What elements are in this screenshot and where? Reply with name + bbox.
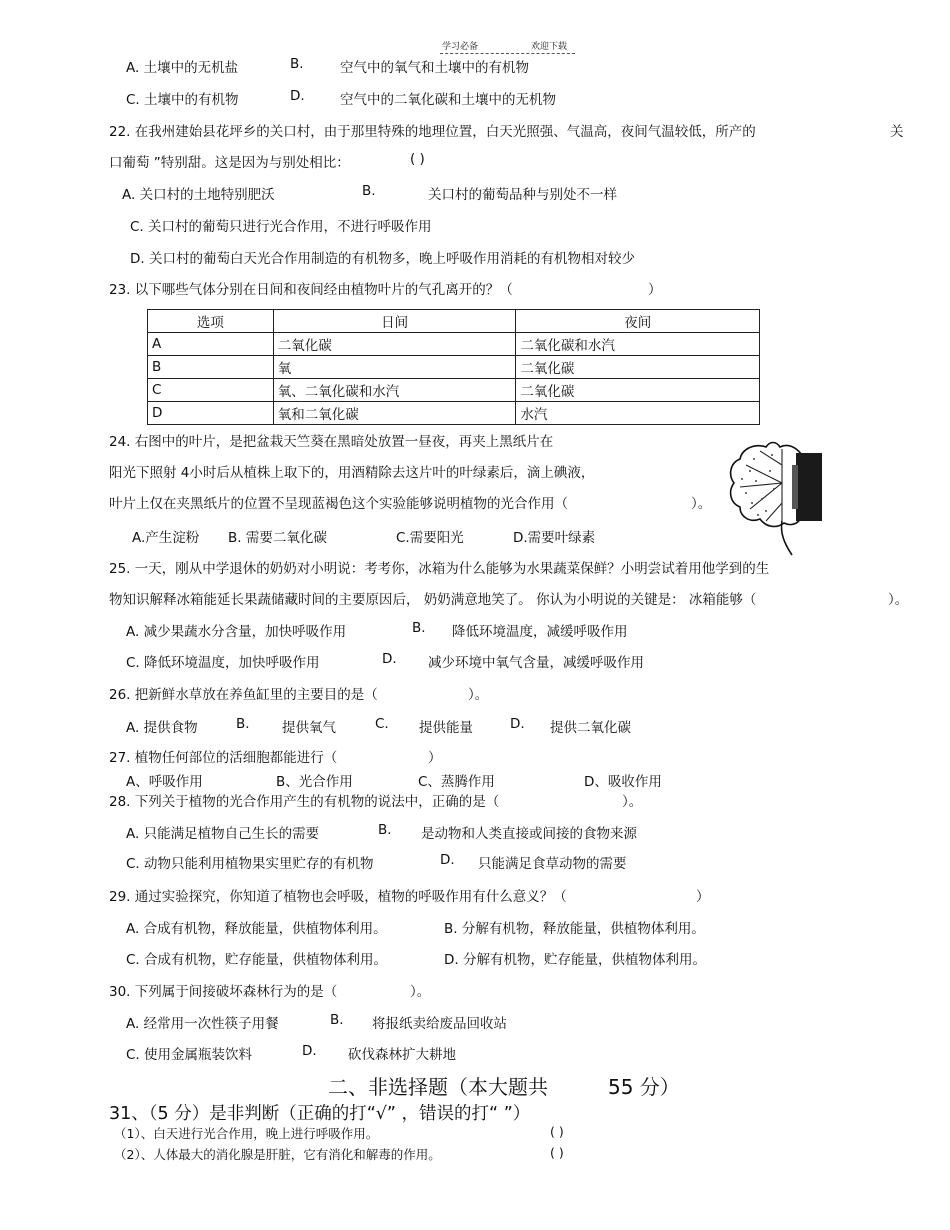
table-header-cell: 日间 — [273, 310, 516, 333]
leaf-illustration — [726, 425, 830, 561]
q25-option-b: 降低环境温度，减缓呼吸作用 — [452, 624, 628, 640]
q31-item-2: （2）、人体最大的消化腺是肝脏，它有消化和解毒的作用。 — [114, 1147, 441, 1162]
table-cell: 氧、二氧化碳和水汽 — [273, 379, 516, 402]
q21-option-a: A. 土壤中的无机盐 — [126, 60, 239, 76]
q28-option-b-letter: B. — [378, 822, 392, 838]
table-cell: 水汽 — [516, 402, 760, 425]
q29-stem-close: ） — [696, 889, 710, 905]
q30-option-d-letter: D. — [302, 1043, 317, 1059]
table-cell: 氧 — [273, 356, 516, 379]
table-row — [148, 379, 760, 402]
q29-option-b: B. 分解有机物，释放能量，供植物体利用。 — [444, 921, 705, 937]
q25-option-a: A. 减少果蔬水分含量，加快呼吸作用 — [126, 624, 347, 640]
table-cell: 二氧化碳和水汽 — [516, 333, 760, 356]
q25-stem-line2: 物知识解释冰箱能延长果蔬储藏时间的主要原因后， 奶奶满意地笑了。 你认为小明说的关键是： 冰箱能够（ — [109, 592, 757, 608]
q26-stem-close: ）。 — [468, 687, 489, 703]
table-header-cell: 选项 — [148, 310, 274, 333]
q30-option-c: C. 使用金属瓶装饮料 — [126, 1047, 253, 1063]
q24-stem-line1: 24. 右图中的叶片，是把盆栽天竺葵在黑暗处放置一昼夜，再夹上黑纸片在 — [109, 434, 554, 450]
q24-stem-line3: 叶片上仅在夹黑纸片的位置不呈现蓝褐色这个实验能够说明植物的光合作用（ — [109, 496, 568, 512]
table-row — [148, 356, 760, 379]
q27-option-d: D、吸收作用 — [584, 774, 662, 790]
q27-stem-close: ） — [428, 750, 442, 766]
q27-stem: 27. 植物任何部位的活细胞都能进行（ — [109, 750, 338, 766]
q24-option-a: A.产生淀粉 — [132, 530, 200, 546]
q28-option-d: 只能满足食草动物的需要 — [478, 856, 627, 872]
q30-stem-close: ）。 — [410, 984, 431, 1000]
q23-stem-close: ） — [648, 282, 662, 298]
q25-stem-line2-end: ）。 — [888, 592, 909, 608]
q22-option-b-letter: B. — [362, 183, 376, 199]
q27-option-a: A、呼吸作用 — [126, 774, 203, 790]
header-right: 欢迎下载 — [531, 42, 568, 52]
table-cell: 氧和二氧化碳 — [273, 402, 516, 425]
q26-option-d-letter: D. — [510, 716, 525, 732]
table-cell: 二氧化碳 — [516, 356, 760, 379]
table-row — [148, 333, 760, 356]
q23-stem: 23. 以下哪些气体分别在日间和夜间经由植物叶片的气孔离开的？（ — [109, 282, 513, 298]
table-cell: 二氧化碳 — [273, 333, 516, 356]
table-cell: D — [148, 402, 274, 425]
q26-option-b-letter: B. — [236, 716, 250, 732]
q22-option-b: 关口村的葡萄品种与别处不一样 — [428, 187, 617, 203]
header-divider — [440, 53, 575, 54]
q28-option-a: A. 只能满足植物自己生长的需要 — [126, 826, 320, 842]
q26-option-a: A. 提供食物 — [126, 720, 198, 736]
q25-option-b-letter: B. — [412, 620, 426, 636]
q26-stem: 26. 把新鲜水草放在养鱼缸里的主要目的是（ — [109, 687, 378, 703]
table-header-cell: 夜间 — [516, 310, 760, 333]
q21-option-b: 空气中的氧气和土壤中的有机物 — [340, 60, 529, 76]
q28-stem: 28. 下列关于植物的光合作用产生的有机物的说法中，正确的是（ — [109, 794, 500, 810]
q25-option-c: C. 降低环境温度，加快呼吸作用 — [126, 655, 320, 671]
q21-option-d-letter: D. — [290, 88, 305, 104]
q31-item-2-blank: ( ) — [550, 1145, 564, 1160]
q28-option-d-letter: D. — [440, 852, 455, 868]
q22-option-d: D. 关口村的葡萄白天光合作用制造的有机物多，晚上呼吸作用消耗的有机物相对较少 — [130, 251, 635, 267]
q29-option-a: A. 合成有机物，释放能量，供植物体利用。 — [126, 921, 387, 937]
q24-option-d: D.需要叶绿素 — [513, 530, 596, 546]
q31-item-1: （1）、白天进行光合作用，晚上进行呼吸作用。 — [114, 1126, 379, 1141]
q27-option-c: C、蒸腾作用 — [418, 774, 495, 790]
table-cell: B — [148, 356, 274, 379]
table-cell: C — [148, 379, 274, 402]
section-title: 二、非选择题（本大题共 — [328, 1075, 548, 1099]
q26-option-c-letter: C. — [375, 716, 389, 732]
q30-stem: 30. 下列属于间接破坏森林行为的是（ — [109, 984, 338, 1000]
table-header-row — [148, 310, 760, 333]
q26-option-d: 提供二氧化碳 — [550, 720, 631, 736]
q26-option-b: 提供氧气 — [282, 720, 336, 736]
q24-stem-line2: 阳光下照射 4小时后从植株上取下的，用酒精除去这片叶的叶绿素后，滴上碘液， — [109, 465, 595, 481]
q28-stem-close: ）。 — [622, 794, 643, 810]
q30-option-b-letter: B. — [330, 1012, 344, 1028]
q28-option-b: 是动物和人类直接或间接的食物来源 — [421, 826, 637, 842]
q22-stem-line2: 口葡萄 ”特别甜。这是因为与别处相比： — [109, 155, 350, 171]
q24-option-b: B. 需要二氧化碳 — [228, 530, 327, 546]
q30-option-a: A. 经常用一次性筷子用餐 — [126, 1016, 279, 1032]
q25-stem-line1: 25. 一天，刚从中学退休的奶奶对小明说：考考你，冰箱为什么能够为水果蔬菜保鲜？小明尝试着用他学到的生 — [109, 561, 770, 577]
q29-option-d: D. 分解有机物，贮存能量，供植物体利用。 — [444, 952, 706, 968]
q30-option-d: 砍伐森林扩大耕地 — [348, 1047, 456, 1063]
q29-option-c: C. 合成有机物，贮存能量，供植物体利用。 — [126, 952, 388, 968]
q30-option-b: 将报纸卖给废品回收站 — [372, 1016, 507, 1032]
q21-option-c: C. 土壤中的有机物 — [126, 92, 239, 108]
q25-option-d-letter: D. — [382, 651, 397, 667]
section-score: 55 分） — [608, 1075, 680, 1099]
q31-title: 31、（5 分）是非判断（正确的打“√” ，错误的打“ ”） — [109, 1104, 531, 1124]
q31-item-1-blank: ( ) — [550, 1124, 564, 1139]
q22-stem-end: 关 — [890, 124, 904, 140]
q25-option-d: 减少环境中氧气含量，减缓呼吸作用 — [428, 655, 644, 671]
q21-option-b-letter: B. — [290, 56, 304, 72]
table-cell: A — [148, 333, 274, 356]
q22-option-a: A. 关口村的土地特别肥沃 — [122, 187, 275, 203]
q29-stem: 29. 通过实验探究，你知道了植物也会呼吸，植物的呼吸作用有什么意义？（ — [109, 889, 567, 905]
q22-answer-blank: ( ) — [410, 151, 425, 167]
q26-option-c: 提供能量 — [419, 720, 473, 736]
q21-option-d: 空气中的二氧化碳和土壤中的无机物 — [340, 92, 556, 108]
header-left: 学习必备 — [442, 42, 479, 52]
q22-stem: 22. 在我州建始县花坪乡的关口村，由于那里特殊的地理位置，白天光照强、气温高，夜间气温较低，所产的 — [109, 124, 756, 140]
q24-option-c: C.需要阳光 — [396, 530, 464, 546]
table-cell: 二氧化碳 — [516, 379, 760, 402]
q23-options-table — [147, 309, 760, 425]
table-row — [148, 402, 760, 425]
q28-option-c: C. 动物只能利用植物果实里贮存的有机物 — [126, 856, 374, 872]
q27-option-b: B、光合作用 — [276, 774, 353, 790]
q22-option-c: C. 关口村的葡萄只进行光合作用，不进行呼吸作用 — [130, 219, 432, 235]
q24-stem-line3-end: ）。 — [691, 496, 712, 512]
